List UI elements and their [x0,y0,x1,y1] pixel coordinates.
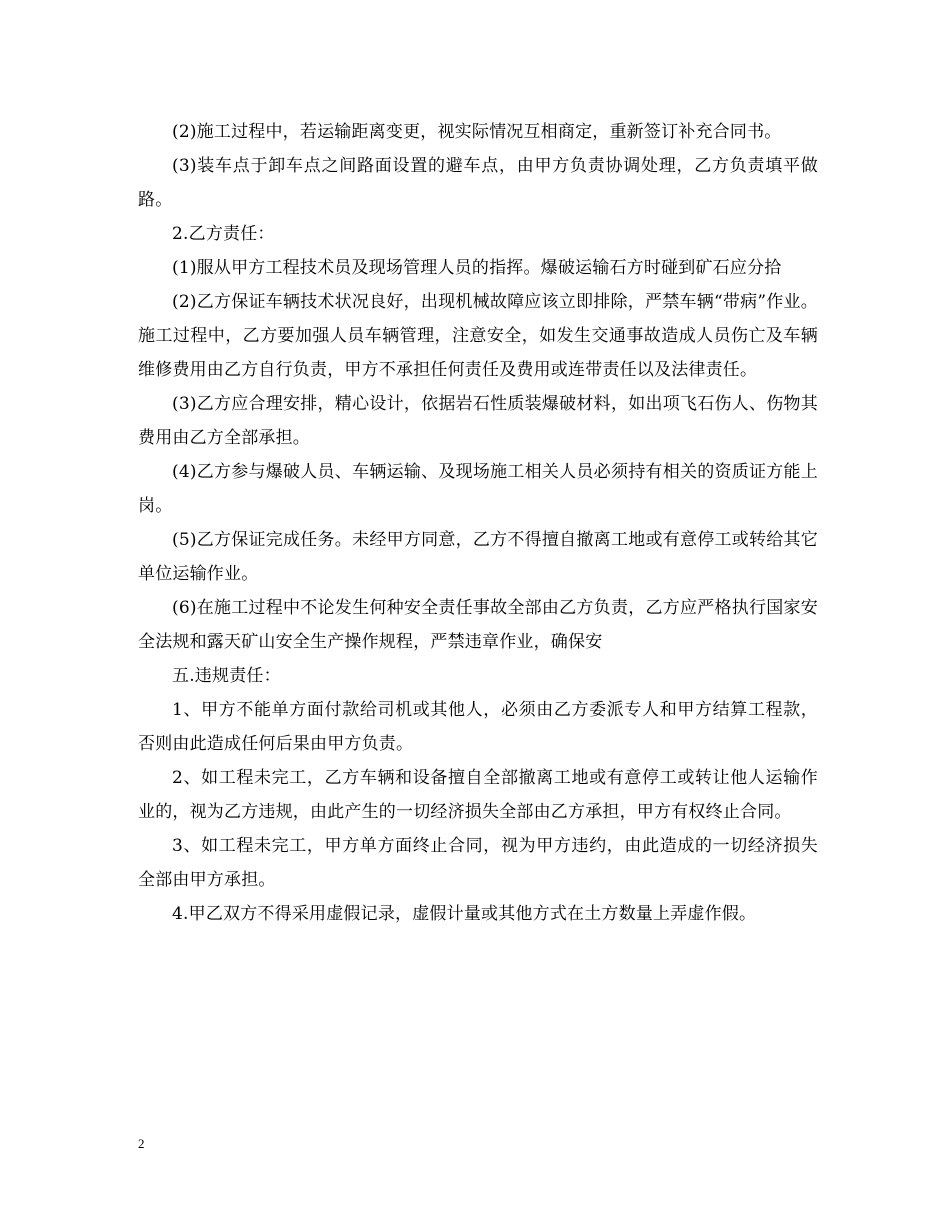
paragraph-party-b-breach: 2、如工程未完工，乙方车辆和设备擅自全部撤离工地或有意停工或转让他人运输作业的，视为乙方违规，由此产生的一切经济损失全部由乙方承担，甲方有权终止合同。 [138,768,818,822]
paragraph-no-false-records: 4.甲乙双方不得采用虚假记录，虚假计量或其他方式在土方数量上弄虚作假。 [172,904,757,924]
paragraph-blasting-design: (3)乙方应合理安排，精心设计，依据岩石性质装爆破材料，如出项飞石伤人、伤物其费用由乙方全部承担。 [138,394,818,448]
page-number: 2 [138,1136,145,1151]
paragraph-payment-rule: 1、甲方不能单方面付款给司机或其他人，必须由乙方委派专人和甲方结算工程款，否则由此造成任何后果由甲方负责。 [138,700,818,754]
paragraph-passing-point: (3)装车点于卸车点之间路面设置的避车点，由甲方负责协调处理，乙方负责填平做路。 [138,156,818,210]
heading-party-b-responsibility: 2.乙方责任： [172,224,275,244]
paragraph-complete-task: (5)乙方保证完成任务。未经甲方同意，乙方不得擅自撤离工地或有意停工或转给其它单位运输作业。 [138,530,818,584]
paragraph-obey-command: (1)服从甲方工程技术员及现场管理人员的指挥。爆破运输石方时碰到矿石应分拾 [172,258,782,278]
paragraph-vehicle-condition: (2)乙方保证车辆技术状况良好，出现机械故障应该立即排除，严禁车辆“带病”作业。施工过程中，乙方要加强人员车辆管理，注意安全，如发生交通事故造成人员伤亡及车辆维修费用由乙方自行负责，甲方不承担任何责任及费用或连带责任以及法律责任。 [138,292,818,380]
heading-breach-liability: 五.违规责任： [172,666,281,686]
document-body [138,115,818,931]
paragraph-qualification: (4)乙方参与爆破人员、车辆运输、及现场施工相关人员必须持有相关的资质证方能上岗。 [138,462,818,516]
paragraph-construction-distance: (2)施工过程中，若运输距离变更，视实际情况互相商定，重新签订补充合同书。 [172,122,782,142]
paragraph-party-a-breach: 3、如工程未完工，甲方单方面终止合同，视为甲方违约，由此造成的一切经济损失全部由甲方承担。 [138,836,818,890]
paragraph-safety-liability: (6)在施工过程中不论发生何种安全责任事故全部由乙方负责，乙方应严格执行国家安全法规和露天矿山安全生产操作规程，严禁违章作业，确保安 [138,598,818,652]
